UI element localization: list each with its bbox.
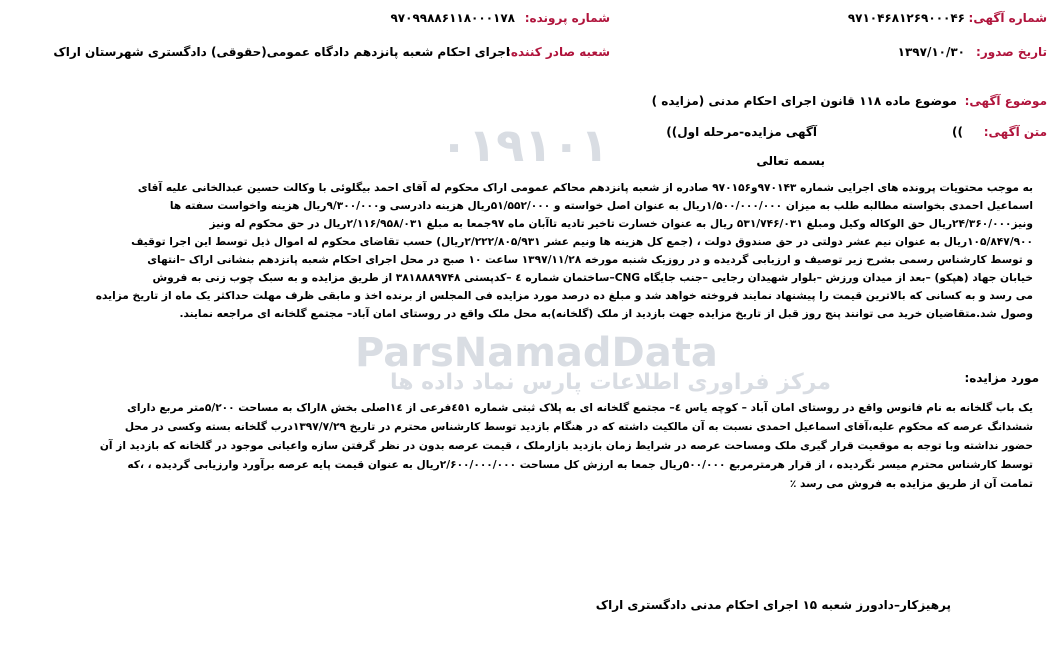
issue-date-value: ۱۳۹۷/۱۰/۳۰ <box>897 45 965 59</box>
auction-item-line: تمامت آن از طریق مزایده به فروش می رسد ٪ <box>789 478 1033 490</box>
body-line: وصول شد.متقاضیان خرید می توانند پنج روز قبل از تاریخ مزایده جهت بازدید از ملک (گلخانه)به محل ملک واقع در روستای امان آباد– مجتمع گلخانه ای مراجعه نمایند. <box>179 308 1033 320</box>
ad-number-value: ۹۷۱۰۴۶۸۱۲۶۹۰۰۰۴۶ <box>847 11 965 25</box>
issuing-branch-label: شعبه صادر کننده: <box>506 45 610 59</box>
body-line: اسماعیل احمدی بخواسته مطالبه طلب به میزان ۱/۵۰۰/۰۰۰/۰۰۰ریال به عنوان اصل خواسته و ۵۱/۵۵۲/۰۰۰ریال هزینه دادرسی و۹/۳۰۰/۰۰۰ریال هزینه واخواست سفته ها <box>169 200 1033 212</box>
basmala: بسمه تعالی <box>756 154 825 168</box>
issue-date-label: تاریخ صدور: <box>976 45 1047 59</box>
body-line: خیابان جهاد (هپکو) –بعد از میدان ورزش –بلوار شهیدان رجایی –جنب جایگاه CNG–ساختمان شماره ٤ –کدپستی ۳۸۱۸۸۸۹۷۴۸ از طریق مزایده و به سبک چوب زنی به فروش <box>152 272 1033 284</box>
body-line: و توسط کارشناس رسمی بشرح زیر توصیف و ارزیابی گردیده و در روزیک شنبه مورخه ۱۳۹۷/۱۱/۲۸ ساعت ۱۰ صبح در محل اجرای احکام شعبه پانزدهم بنشانی اراک –انتهای <box>147 254 1033 266</box>
auction-item-line: یک باب گلخانه به نام فانوس واقع در روستای امان آباد – کوچه یاس ٤– مجتمع گلخانه ای به پلاک ثبتی شماره ٤٥۱فرعی از ۱٤اصلی بخش ۸اراک به مساحت ۵/۲۰۰متر مربع دارای <box>127 402 1033 414</box>
ad-number-label: شماره آگهی: <box>968 11 1047 25</box>
body-line: ونیز۲۴/۳۶۰/۰۰۰ریال حق الوکاله وکیل ومبلغ ۵۳۱/۷۴۶/۰۳۱ ریال به عنوان خسارت تاخیر تادیه تاآبان ماه ۹۷جمعا به مبلغ ۲/۱۱۶/۹۵۸/۰۳۱ریال در حق محکوم له ونیز <box>209 218 1033 230</box>
auction-item-line: توسط کارشناس محترم میسر نگردیده ، از قرار هرمترمربع ۵۰۰/۰۰۰ریال جمعا به ارزش کل مساحت ۲/۶۰۰/۰۰۰/۰۰۰ریال به عنوان قیمت پایه عرصه برآورد وارزیابی گردیده ، ،که <box>127 459 1033 471</box>
watermark-latin: ParsNamadData <box>355 330 718 376</box>
auction-item-label: مورد مزایده: <box>964 371 1039 385</box>
signature: پرهیزکار–دادورز شعبه ۱۵ اجرای احکام مدنی دادگستری اراک <box>595 598 951 612</box>
ad-text-title: آگهی مزایده-مرحله اول)) <box>666 125 817 139</box>
watermark-number: ۰۱۹۱۰۱ <box>440 118 609 172</box>
case-number-value: ۹۷۰۹۹۸۸۶۱۱۸۰۰۰۱۷۸ <box>390 11 515 25</box>
auction-item-line: ششدانگ عرصه که محکوم علیه،آقای اسماعیل احمدی نسبت به آن مالکیت داشته که در هنگام بازدید توسط کارشناس محترم در تاریخ ۱۳۹۷/۷/۲۹درب گلخانه بسته وکسی در محل <box>124 421 1033 433</box>
subject-label: موضوع آگهی: <box>964 94 1047 108</box>
ad-text-open: )) <box>952 125 963 139</box>
body-line: می رسد و به کسانی که بالاترین قیمت را پیشنهاد نمایند فروخته خواهد شد و مبلغ ده درصد مورد مزایده فی المجلس از برنده اخذ و مابقی ظرف مهلت حداکثر یک ماه از تاریخ مزایده <box>95 290 1033 302</box>
body-line: ۱۰۵/۸۴۷/۹۰۰ریال به عنوان نیم عشر دولتی در حق صندوق دولت ، (جمع کل هزینه ها ونیم عشر ۲/۲۲۲/۸۰۵/۹۳۱ریال) حسب تقاضای محکوم له اموال ذیل توسط این اجرا توقیف <box>131 236 1033 248</box>
body-line: به موجب محتویات پرونده های اجرایی شماره ۹۷۰۱۴۳و۹۷۰۱۵۶ صادره از شعبه پانزدهم محاکم عمومی اراک محکوم له آقای احمد بیگلوئی با وکالت حسین عبدالخانی علیه آقای <box>137 182 1033 194</box>
ad-text-label: متن آگهی: <box>983 125 1047 139</box>
watermark-persian: مرکز فراوری اطلاعات پارس نماد داده ها <box>390 370 831 395</box>
issuing-branch-value: اجرای احکام شعبه پانزدهم دادگاه عمومی(حقوقی) دادگستری شهرستان اراک <box>53 45 510 59</box>
subject-value: موضوع ماده ۱۱۸ قانون اجرای احکام مدنی (مزایده ) <box>651 94 957 108</box>
auction-item-line: حضور نداشته وبا توجه به موقعیت قرار گیری ملک ومساحت عرصه در شرایط زمان بازدید بازارملک ، قیمت عرصه بدون در نظر گرفتن سازه واعیانی موجود در گلخانه که بازدید از آن <box>99 440 1033 452</box>
case-number-label: شماره پرونده: <box>524 11 610 25</box>
